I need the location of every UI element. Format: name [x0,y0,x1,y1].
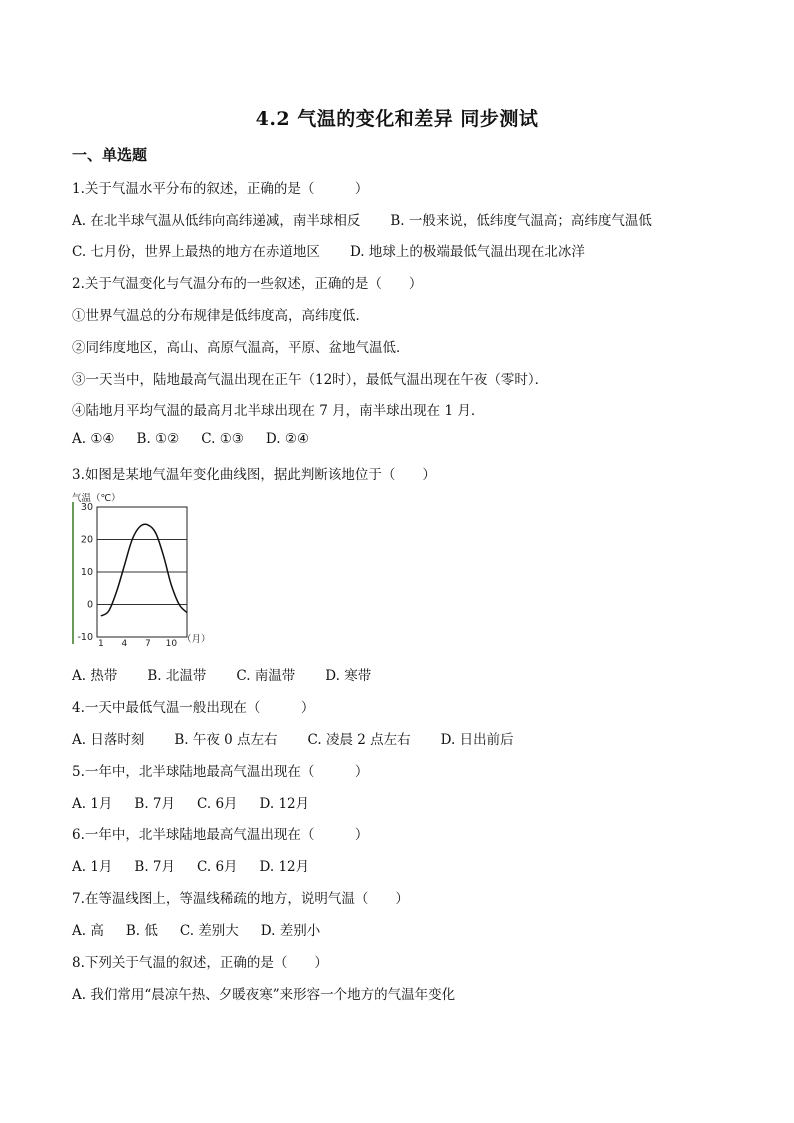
q6-option-b[interactable]: B. 7月 [134,859,176,875]
q2-statement-4: ④陆地月平均气温的最高月北半球出现在 7 月，南半球出现在 1 月． [72,403,485,419]
question-4-options [72,728,514,748]
question-7-stem: 7.在等温线图上，等温线稀疏的地方，说明气温（ ） [72,891,409,907]
q6-option-a[interactable]: A. 1月 [72,859,113,875]
question-3-stem: 3.如图是某地气温年变化曲线图，据此判断该地位于（ ） [72,467,436,483]
q5-option-a[interactable]: A. 1月 [72,796,113,812]
chart-y-tick-label: 0 [86,599,93,611]
q1-option-a[interactable]: A. 在北半球气温从低纬向高纬递减，南半球相反 [72,213,361,229]
page-title: 4.2 气温的变化和差异 同步测试 [255,108,539,130]
q7-option-d[interactable]: D. 差别小 [260,923,321,939]
chart-y-tick-label: 10 [80,567,93,578]
chart-y-axis-label: 气温（℃） [72,493,121,504]
q2-option-a[interactable]: A. ①④ [72,431,115,447]
chart-y-tick-label: 30 [80,502,93,513]
q2-option-d[interactable]: D. ②④ [265,431,310,447]
chart-x-tick-label: 4 [121,639,128,649]
q7-option-c[interactable]: C. 差别大 [179,923,239,939]
q2-statement-1: ①世界气温总的分布规律是低纬度高，高纬度低． [72,308,369,324]
q1-option-b[interactable]: B. 一般来说，低纬度气温高；高纬度气温低 [390,213,652,229]
q6-option-d[interactable]: D. 12月 [259,859,310,875]
q2-statement-3: ③一天当中，陆地最高气温出现在正午（12时），最低气温出现在午夜（零时）． [72,372,549,388]
question-1-options-ab [72,209,652,229]
question-5-stem: 5.一年中，北半球陆地最高气温出现在（ ） [72,764,369,780]
chart-grid [97,507,187,637]
chart-x-ticks [98,639,177,649]
q2-option-b[interactable]: B. ①② [136,431,180,447]
chart-x-axis-label: （月） [182,634,211,645]
temperature-chart [70,488,211,649]
q3-option-b[interactable]: B. 北温带 [147,668,207,684]
question-1-stem: 1.关于气温水平分布的叙述，正确的是（ ） [72,181,369,197]
question-8-stem: 8.下列关于气温的叙述，正确的是（ ） [72,955,328,971]
q3-option-d[interactable]: D. 寒带 [325,668,372,684]
question-1-options-cd [72,240,585,260]
chart-x-tick-label: 1 [98,639,104,649]
q4-option-a[interactable]: A. 日落时刻 [72,732,145,748]
q3-option-a[interactable]: A. 热带 [72,668,118,684]
temperature-curve [101,524,187,616]
chart-y-ticks [77,502,93,643]
question-4-stem: 4.一天中最低气温一般出现在（ ） [72,700,315,716]
section-heading: 一、单选题 [72,146,148,164]
question-7-options [72,919,320,939]
question-2-stem: 2.关于气温变化与气温分布的一些叙述，正确的是（ ） [72,276,423,292]
q5-option-c[interactable]: C. 6月 [197,796,238,812]
chart-y-tick-label: -10 [77,632,93,643]
q4-option-d[interactable]: D. 日出前后 [440,732,514,748]
q4-option-b[interactable]: B. 午夜 0 点左右 [174,732,278,748]
question-6-options [72,855,309,875]
question-2-options [72,431,309,447]
chart-x-tick-label: 7 [145,639,151,649]
question-6-stem: 6.一年中，北半球陆地最高气温出现在（ ） [72,827,369,843]
q2-option-c[interactable]: C. ①③ [201,431,244,447]
q8-option-a[interactable]: A. 我们常用“晨凉午热、夕暖夜寒”来形容一个地方的气温年变化 [72,987,456,1003]
q5-option-b[interactable]: B. 7月 [134,796,176,812]
q2-statement-2: ②同纬度地区，高山、高原气温高，平原、盆地气温低． [72,340,410,356]
q4-option-c[interactable]: C. 凌晨 2 点左右 [307,732,411,748]
q1-option-c[interactable]: C. 七月份，世界上最热的地方在赤道地区 [72,244,320,260]
chart-y-tick-label: 20 [80,534,93,546]
q1-option-d[interactable]: D. 地球上的极端最低气温出现在北冰洋 [349,244,585,260]
q3-option-c[interactable]: C. 南温带 [236,668,296,684]
q5-option-d[interactable]: D. 12月 [259,796,310,812]
q7-option-b[interactable]: B. 低 [125,923,158,939]
q6-option-c[interactable]: C. 6月 [197,859,238,875]
question-3-options [72,664,371,684]
chart-x-tick-label: 10 [165,639,178,649]
question-5-options [72,792,309,812]
q7-option-a[interactable]: A. 高 [72,923,104,939]
